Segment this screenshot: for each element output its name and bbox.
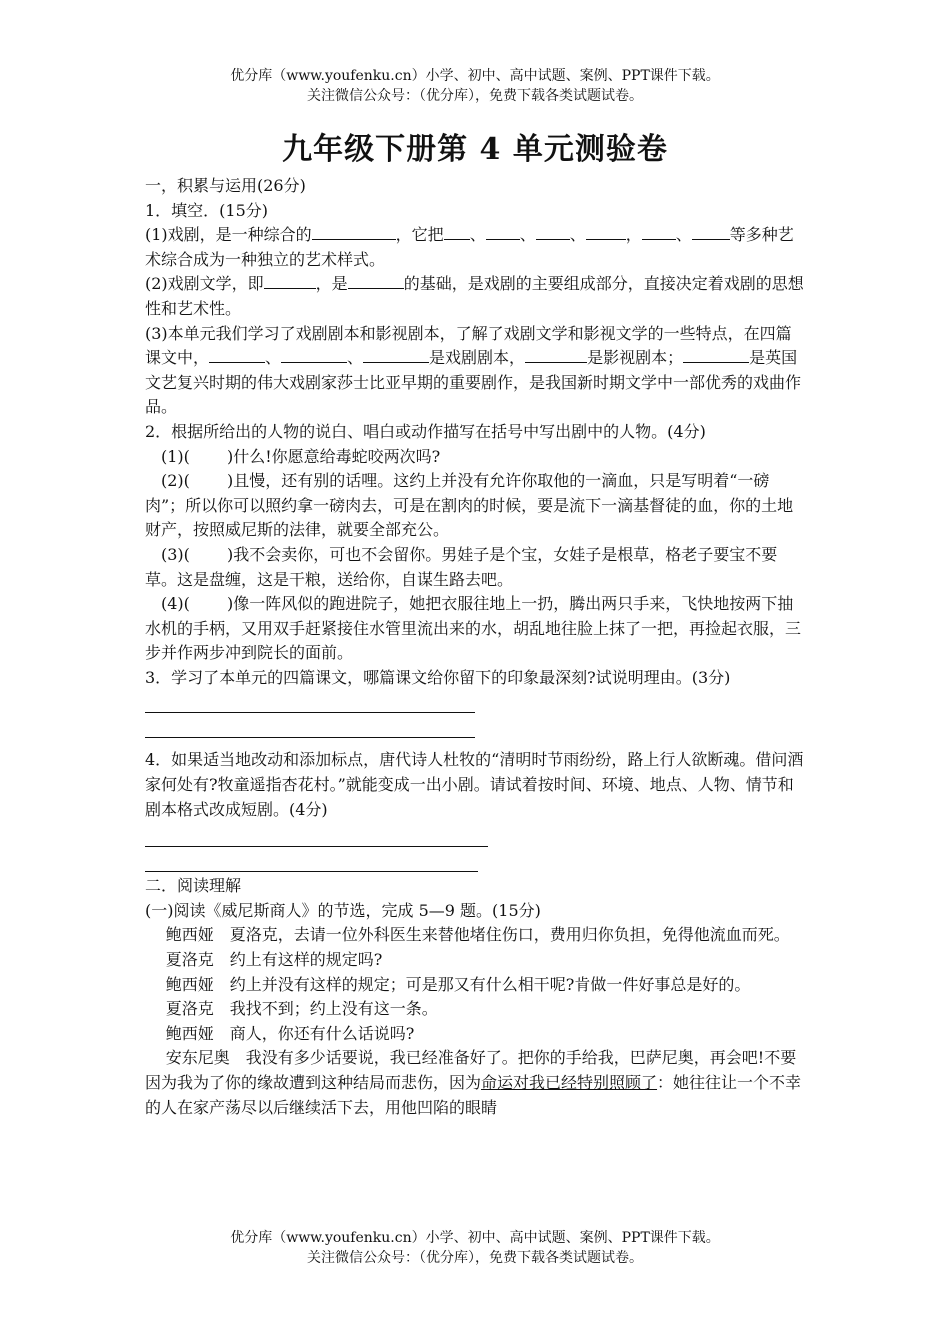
question-label: 2．根据所给出的人物的说白、唱白或动作描写在括号中写出剧中的人物。(4分) (145, 421, 706, 441)
answer-blank[interactable] (209, 347, 265, 363)
answer-blank[interactable] (348, 273, 404, 289)
question-label: 4．如果适当地改动和添加标点，唐代诗人杜牧的“清明时节雨纷纷，路上行人欲断魂。借问酒家何处有?牧童遥指杏花村。”就能变成一出小剧。请试着按时间、环境、地点、人物、情节和剧本格式改成短剧。(4分) (145, 750, 804, 819)
document-body (145, 174, 807, 1120)
list-item: (3)( )我不会卖你，可也不会留你。男娃子是个宝，女娃子是根草，格老子要宝不要草。这是盘缠，这是干粮，送给你，自谋生路去吧。 (145, 544, 778, 589)
underlined-phrase: 命运对我已经特别照顾了 (481, 1073, 658, 1092)
page-header-top (0, 66, 950, 106)
dialogue-line: 安东尼奥 我没有多少话要说，我已经准备好了。把你的手给我，巴萨尼奥，再会吧!不要因为我为了你的缘故遭到这种结局而悲伤，因为命运对我已经特别照顾了：她往往让一个不幸的人在家产荡尽以后继续活下去，用他凹陷的眼睛 (145, 1048, 802, 1117)
footer-line-2: 关注微信公众号：（优分库），免费下载各类试题试卷。 (307, 1250, 643, 1266)
section-heading: 一，积累与运用(26分) (145, 176, 306, 195)
page-header-bottom (0, 1228, 950, 1268)
header-line-2: 关注微信公众号：（优分库），免费下载各类试题试卷。 (307, 88, 643, 104)
dialogue-line: 鲍西娅 约上并没有这样的规定；可是那又有什么相干呢?肯做一件好事总是好的。 (165, 974, 751, 994)
dialogue-line: 夏洛克 约上有这样的规定吗? (165, 950, 383, 970)
reading-intro: (一)阅读《威尼斯商人》的节选，完成 5—9 题。(15分) (145, 900, 541, 920)
list-item: (1)( )什么!你愿意给毒蛇咬两次吗? (161, 446, 441, 466)
list-item: (4)( )像一阵风似的跑进院子，她把衣服往地上一扔，腾出两只手来，飞快地按两下抽水机的手柄，又用双手赶紧接住水管里流出来的水，胡乱地往脸上抹了一把，再捡起衣服，三步并作两步冲到院长的面前。 (145, 594, 802, 663)
dialogue-line: 鲍西娅 商人，你还有什么话说吗? (165, 1023, 415, 1043)
dialogue-line: 夏洛克 我找不到；约上没有这一条。 (165, 999, 438, 1019)
answer-blank[interactable] (312, 224, 396, 240)
section-heading: 二．阅读理解 (145, 876, 242, 896)
answer-blank[interactable] (486, 224, 520, 240)
answer-line[interactable] (145, 846, 488, 847)
answer-line[interactable] (145, 712, 475, 713)
fill-paragraph-3: (3)本单元我们学习了戏剧剧本和影视剧本，了解了戏剧文学和影视文学的一些特点，在四篇课文中， 、 、 是戏剧剧本， 是影视剧本； 是英国文艺复兴时期的伟大戏剧家莎士比亚早期的重要剧作，是我国新时期文学中一部优秀的戏曲作品。 (145, 323, 802, 417)
answer-blank[interactable] (536, 224, 570, 240)
fill-paragraph-2: (2)戏剧文学，即 ，是 的基础，是戏剧的主要组成部分，直接决定着戏剧的思想性和艺术性。 (145, 274, 804, 318)
answer-blank[interactable] (363, 347, 429, 363)
header-line-1: 优分库（www.youfenku.cn）小学、初中、高中试题、案例、PPT课件下载。 (230, 68, 720, 84)
answer-blank[interactable] (444, 224, 470, 240)
answer-line[interactable] (145, 737, 475, 738)
answer-line[interactable] (145, 871, 478, 872)
answer-blank[interactable] (264, 273, 316, 289)
footer-line-1: 优分库（www.youfenku.cn）小学、初中、高中试题、案例、PPT课件下载。 (230, 1230, 720, 1246)
page-title: 九年级下册第 4 单元测验卷 (282, 132, 668, 167)
dialogue-line: 鲍西娅 夏洛克，去请一位外科医生来替他堵住伤口，费用归你负担，免得他流血而死。 (165, 925, 790, 945)
question-label: 1．填空．(15分) (145, 200, 269, 220)
answer-blank[interactable] (683, 347, 749, 363)
question-label: 3．学习了本单元的四篇课文，哪篇课文给你留下的印象最深刻?试说明理由。(3分) (145, 667, 731, 687)
answer-blank[interactable] (525, 347, 587, 363)
list-item: (2)( )且慢，还有别的话哩。这约上并没有允许你取他的一滴血，只是写明着“一磅肉”；所以你可以照约拿一磅肉去，可是在割肉的时候，要是流下一滴基督徒的血，你的土地财产，按照威尼斯的法律，就要全部充公。 (145, 471, 794, 540)
answer-blank[interactable] (692, 224, 730, 240)
answer-blank[interactable] (281, 347, 347, 363)
answer-blank[interactable] (642, 224, 676, 240)
fill-paragraph-1: (1)戏剧，是一种综合的 ，它把 、 、 、 ， 、 等多种艺术综合成为一种独立的艺术样式。 (145, 225, 794, 269)
answer-blank[interactable] (586, 224, 626, 240)
